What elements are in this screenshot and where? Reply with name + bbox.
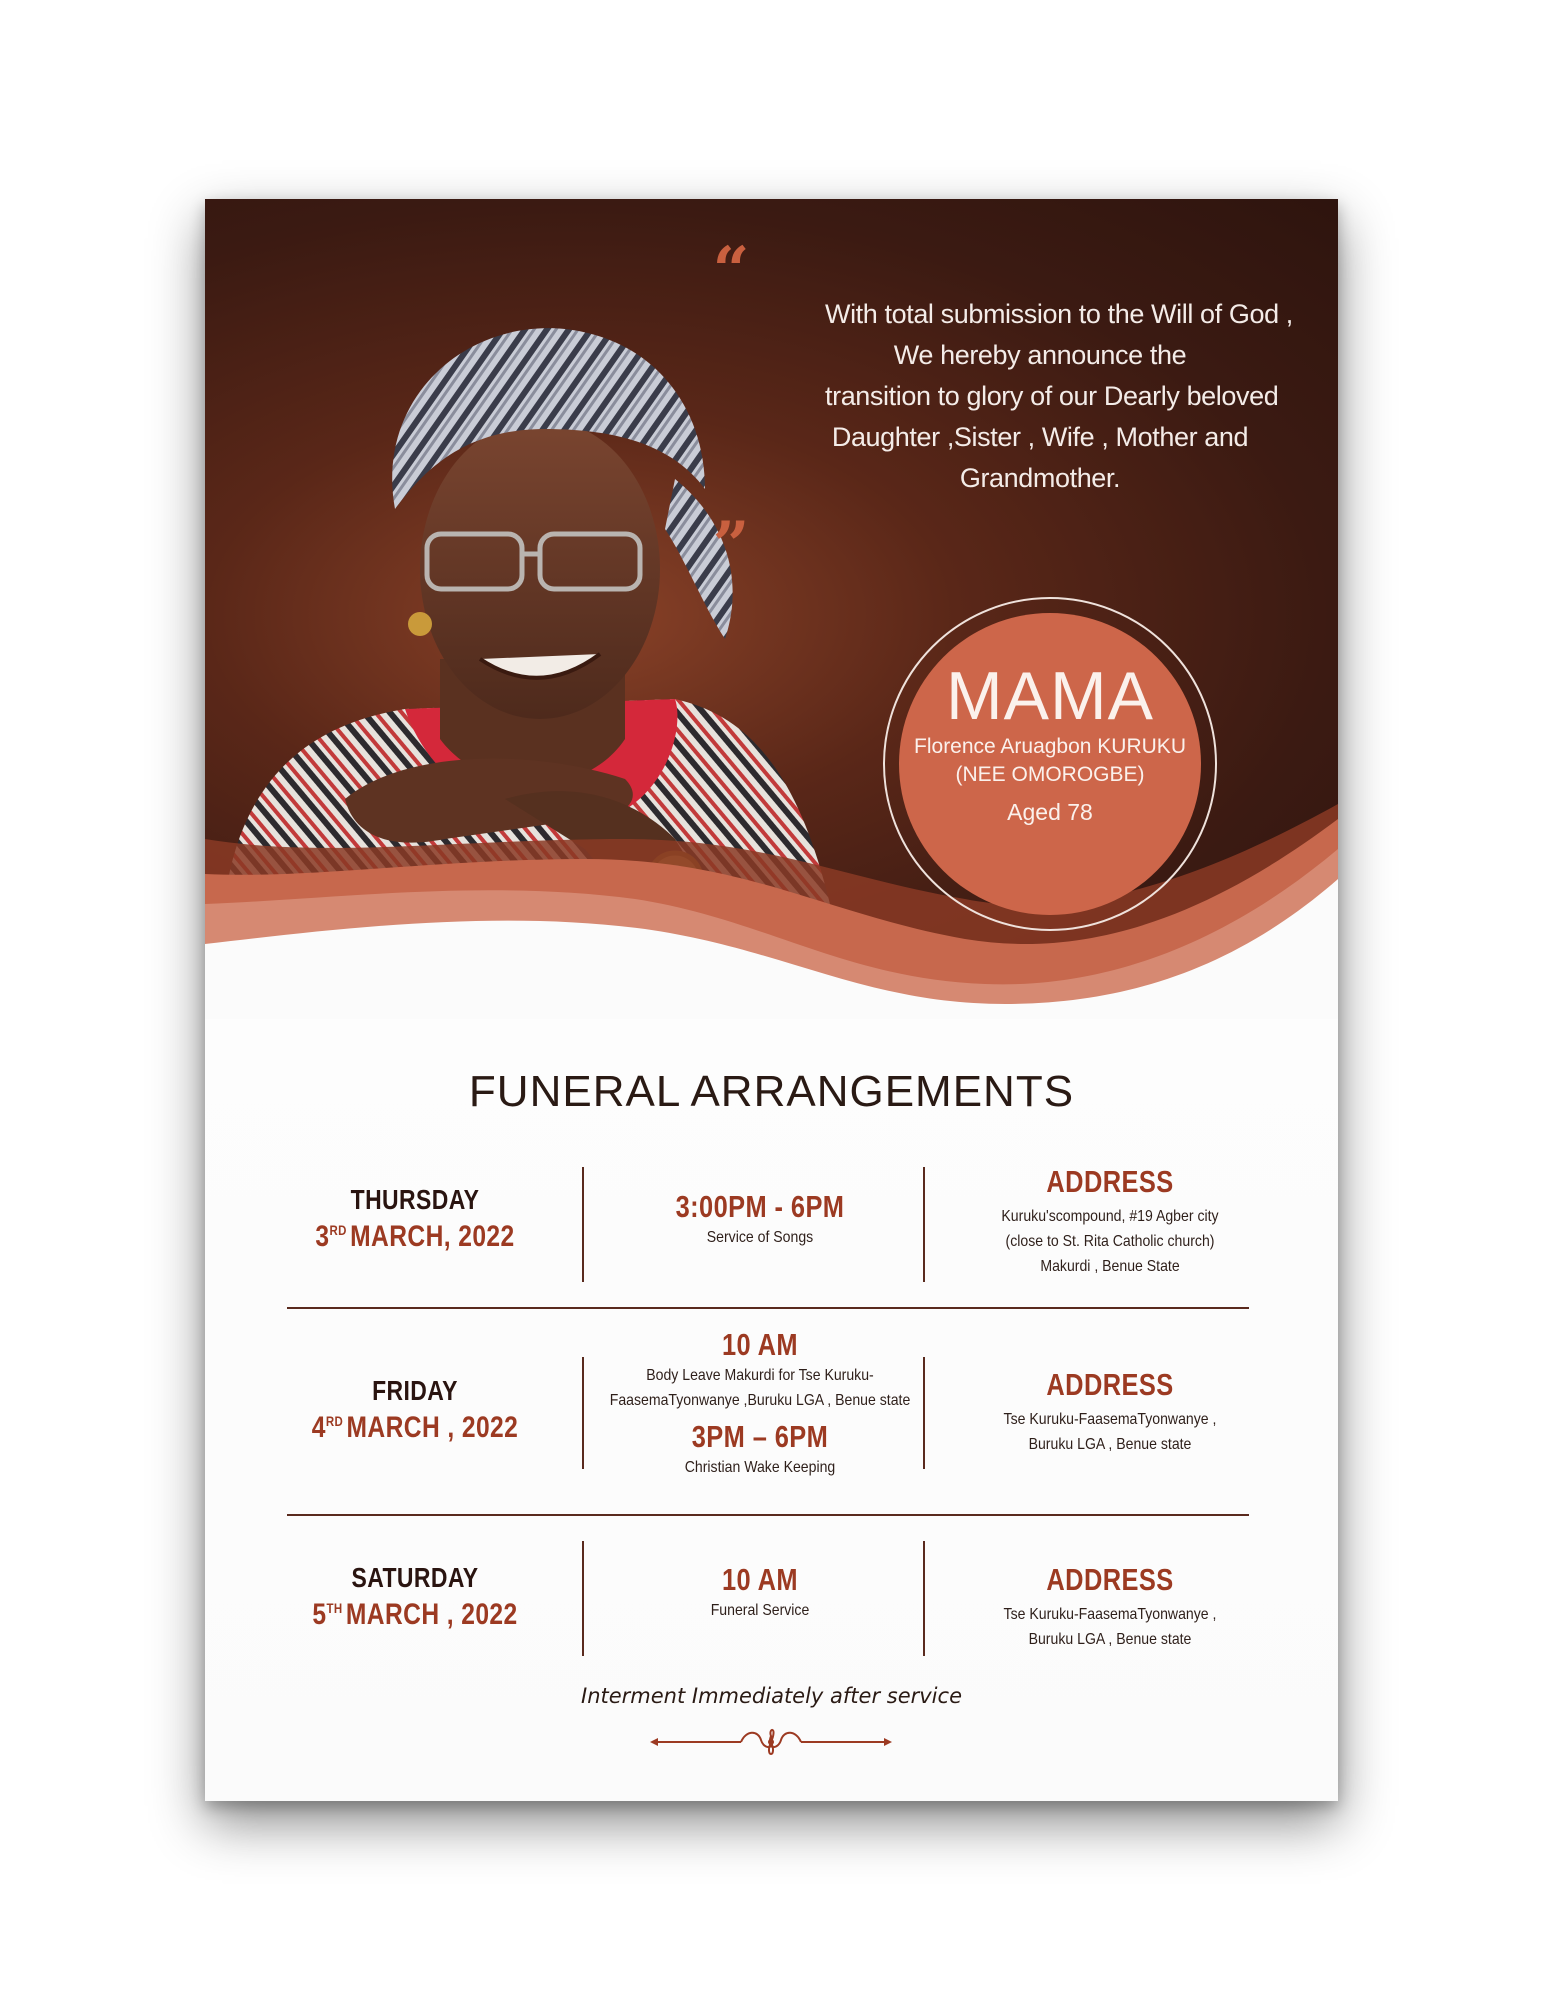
address-heading: ADDRESS [1046,1367,1174,1402]
column-divider [582,1541,584,1656]
column-divider [582,1357,584,1469]
address-line: Kuruku'scompound, #19 Agber city [1001,1208,1219,1225]
row-divider [287,1307,1249,1309]
section-heading: FUNERAL ARRANGEMENTS [468,1067,1075,1116]
event-description: Christian Wake Keeping [684,1459,836,1476]
address-heading: ADDRESS [1046,1164,1174,1199]
full-name: Florence Aruagbon KURUKU [914,735,1186,758]
event-description: Funeral Service [710,1602,810,1619]
announcement-line: Daughter ,Sister , Wife , Mother and [831,422,1249,452]
event-description: Service of Songs [706,1229,814,1246]
ornament-divider-icon [646,1722,896,1762]
age-text: Aged 78 [1007,799,1093,825]
column-divider [582,1167,584,1282]
event-address-cell [945,1367,1275,1457]
event-time: 10 AM [722,1562,798,1597]
column-divider [923,1541,925,1656]
funeral-poster [205,199,1338,1801]
event-day: FRIDAY [372,1375,458,1406]
address-heading: ADDRESS [1046,1562,1174,1597]
column-divider [923,1357,925,1469]
announcement-text [825,294,1293,499]
event-date-cell [265,1375,565,1445]
event-time-cell [595,1562,925,1623]
event-time-cell [585,1327,935,1480]
maiden-name: (NEE OMOROGBE) [955,763,1145,786]
honorific-title: MAMA [946,658,1154,734]
address-line: Tse Kuruku-FaasemaTyonwanye , [1003,1606,1217,1623]
event-date-cell [265,1562,565,1632]
event-date: 4RD MARCH , 2022 [311,1411,519,1444]
announcement-line: With total submission to the Will of God , [825,299,1293,329]
event-day: THURSDAY [350,1184,480,1215]
event-description: Body Leave Makurdi for Tse Kuruku- [646,1367,874,1384]
event-address-cell [945,1562,1275,1652]
open-quote-icon: “ [712,233,750,308]
event-date: 3RD MARCH, 2022 [315,1220,515,1253]
column-divider [923,1167,925,1282]
event-address-cell [945,1164,1275,1279]
close-quote-icon: ” [712,508,750,583]
event-date: 5TH MARCH , 2022 [312,1598,518,1631]
announcement-line: Grandmother. [959,463,1121,493]
event-time: 10 AM [722,1327,798,1362]
announcement-line: We hereby announce the [893,340,1187,370]
address-line: Buruku LGA , Benue state [1028,1631,1192,1648]
row-divider [287,1514,1249,1516]
deceased-name-block [899,659,1201,831]
event-day: SATURDAY [351,1562,479,1593]
interment-note: Interment Immediately after service [581,1684,962,1708]
address-line: Makurdi , Benue State [1040,1258,1180,1275]
address-line: (close to St. Rita Catholic church) [1005,1233,1215,1250]
address-line: Tse Kuruku-FaasemaTyonwanye , [1003,1411,1217,1428]
event-date-cell [265,1184,565,1254]
event-time: 3PM – 6PM [691,1419,829,1454]
announcement-line: transition to glory of our Dearly beloved [825,381,1279,411]
event-description: FaasemaTyonwanye ,Buruku LGA , Benue state [609,1392,911,1409]
event-time: 3:00PM - 6PM [675,1189,845,1224]
event-time-cell [595,1189,925,1250]
address-line: Buruku LGA , Benue state [1028,1436,1192,1453]
